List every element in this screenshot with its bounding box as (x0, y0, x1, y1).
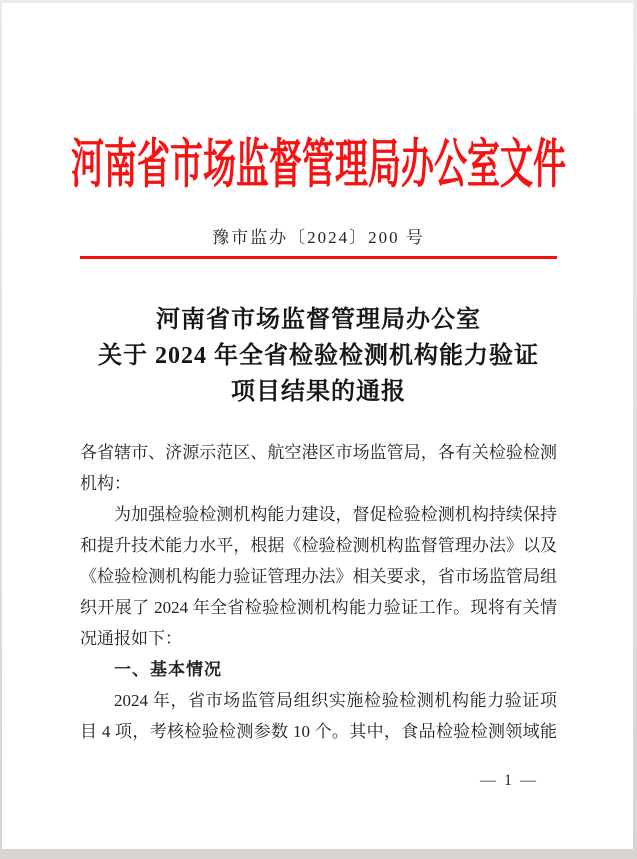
document-body (80, 437, 557, 747)
document-title (80, 302, 557, 410)
body-line: 和提升技术能力水平，根据《检验检测机构监督管理办法》以及 (80, 536, 557, 555)
red-divider-rule (80, 256, 557, 259)
page-number: — 1 — (480, 772, 538, 789)
body-line-salutation: 各省辖市、济源示范区、航空港区市场监管局，各有关检验检测 (80, 443, 557, 462)
document-page (2, 3, 633, 849)
document-title-line: 关于 2024 年全省检验检测机构能力验证 (98, 343, 539, 369)
document-title-line: 项目结果的通报 (231, 379, 406, 405)
section-heading-basic-situation: 一、基本情况 (114, 660, 222, 679)
body-line: 2024 年，省市场监管局组织实施检验检测机构能力验证项 (114, 691, 557, 710)
body-line: 《检验检测机构能力验证管理办法》相关要求，省市场监管局组 (80, 567, 557, 586)
body-line: 目 4 项，考核检验检测参数 10 个。其中，食品检验检测领域能 (80, 722, 557, 741)
document-number: 豫市监办〔2024〕200 号 (212, 228, 425, 247)
header-org-title: 河南省市场监督管理局办公室文件 (71, 136, 566, 195)
body-line: 织开展了 2024 年全省检验检测机构能力验证工作。现将有关情 (80, 598, 557, 617)
body-line: 为加强检验检测机构能力建设，督促检验检测机构持续保持 (114, 505, 557, 524)
document-title-line: 河南省市场监督管理局办公室 (156, 307, 481, 333)
document-header (71, 132, 566, 195)
body-line-salutation-end: 机构： (80, 474, 131, 493)
body-line: 况通报如下： (80, 629, 182, 648)
